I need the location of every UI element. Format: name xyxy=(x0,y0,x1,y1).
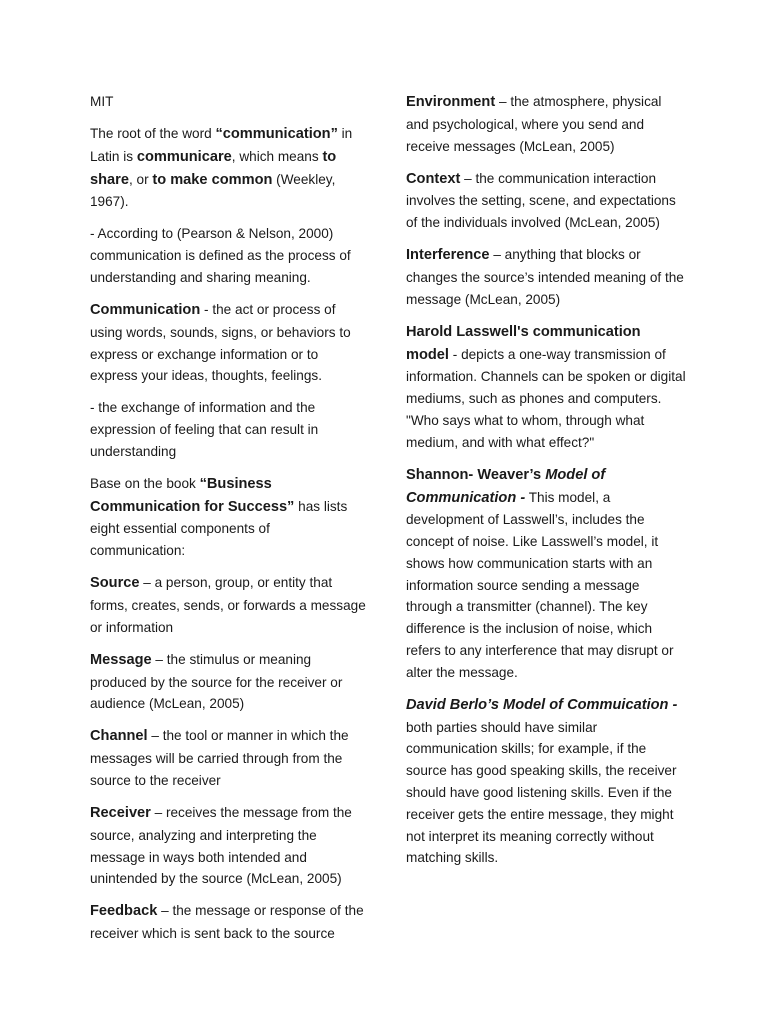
model-shannon-weaver: Shannon- Weaver’s Model of Communication - This model, a development of Lasswell’s, includes the concept of noise. Like Lasswell’s model, it shows how communication starts with an information source sending a message through a transmitter (channel). The key difference is the inclusion of noise, which refers to any interference that may disrupt or alter the message. xyxy=(406,466,674,680)
model-berlo: David Berlo’s Model of Commuication - both parties should have similar communication skills; for example, if the source has good speaking skills, the receiver should have good listening skills. Even if the receiver gets the entire message, they might not interpret its meaning correctly without matching skills. xyxy=(406,696,678,866)
doc-heading: MIT xyxy=(90,94,114,109)
component-feedback: Feedback – the message or response of the receiver which is sent back to the source xyxy=(90,903,364,942)
book-reference: Base on the book “Business Communication for Success” has lists eight essential components of communication: xyxy=(90,475,348,559)
component-source: Source – a person, group, or entity that forms, creates, sends, or forwards a message or information xyxy=(90,575,366,635)
component-interference: Interference – anything that blocks or changes the source’s intended meaning of the message (McLean, 2005) xyxy=(406,247,684,307)
component-environment: Environment – the atmosphere, physical and psychological, where you send and receive messages (McLean, 2005) xyxy=(406,94,662,154)
definition-communication: Communication - the act or process of using words, sounds, signs, or behaviors to express or exchange information or to express your ideas, thoughts, feelings. xyxy=(90,301,351,384)
definition-pearson: - According to (Pearson & Nelson, 2000) communication is defined as the process of understanding and sharing meaning. xyxy=(90,226,351,285)
definition-exchange: - the exchange of information and the expression of feeling that can result in understanding xyxy=(90,400,319,459)
component-channel: Channel – the tool or manner in which the messages will be carried through from the source to the receiver xyxy=(90,728,349,789)
right-column xyxy=(406,91,686,879)
etymology-paragraph: The root of the word “communication” in Latin is communicare, which means to share, or to make common (Weekley, 1967). xyxy=(90,125,353,210)
left-column xyxy=(90,91,368,955)
component-receiver: Receiver – receives the message from the source, analyzing and interpreting the message in ways both intended and unintended by the source (McLean, 2005) xyxy=(90,805,352,887)
model-lasswell: Harold Lasswell's communication model - depicts a one-way transmission of information. Channels can be spoken or digital mediums, such as phones and computers. "Who says what to whom, through what medium, and with what effect?" xyxy=(406,323,686,450)
component-context: Context – the communication interaction involves the setting, scene, and expectations of the individuals involved (McLean, 2005) xyxy=(406,170,676,231)
component-message: Message – the stimulus or meaning produced by the source for the receiver or audience (McLean, 2005) xyxy=(90,651,343,712)
